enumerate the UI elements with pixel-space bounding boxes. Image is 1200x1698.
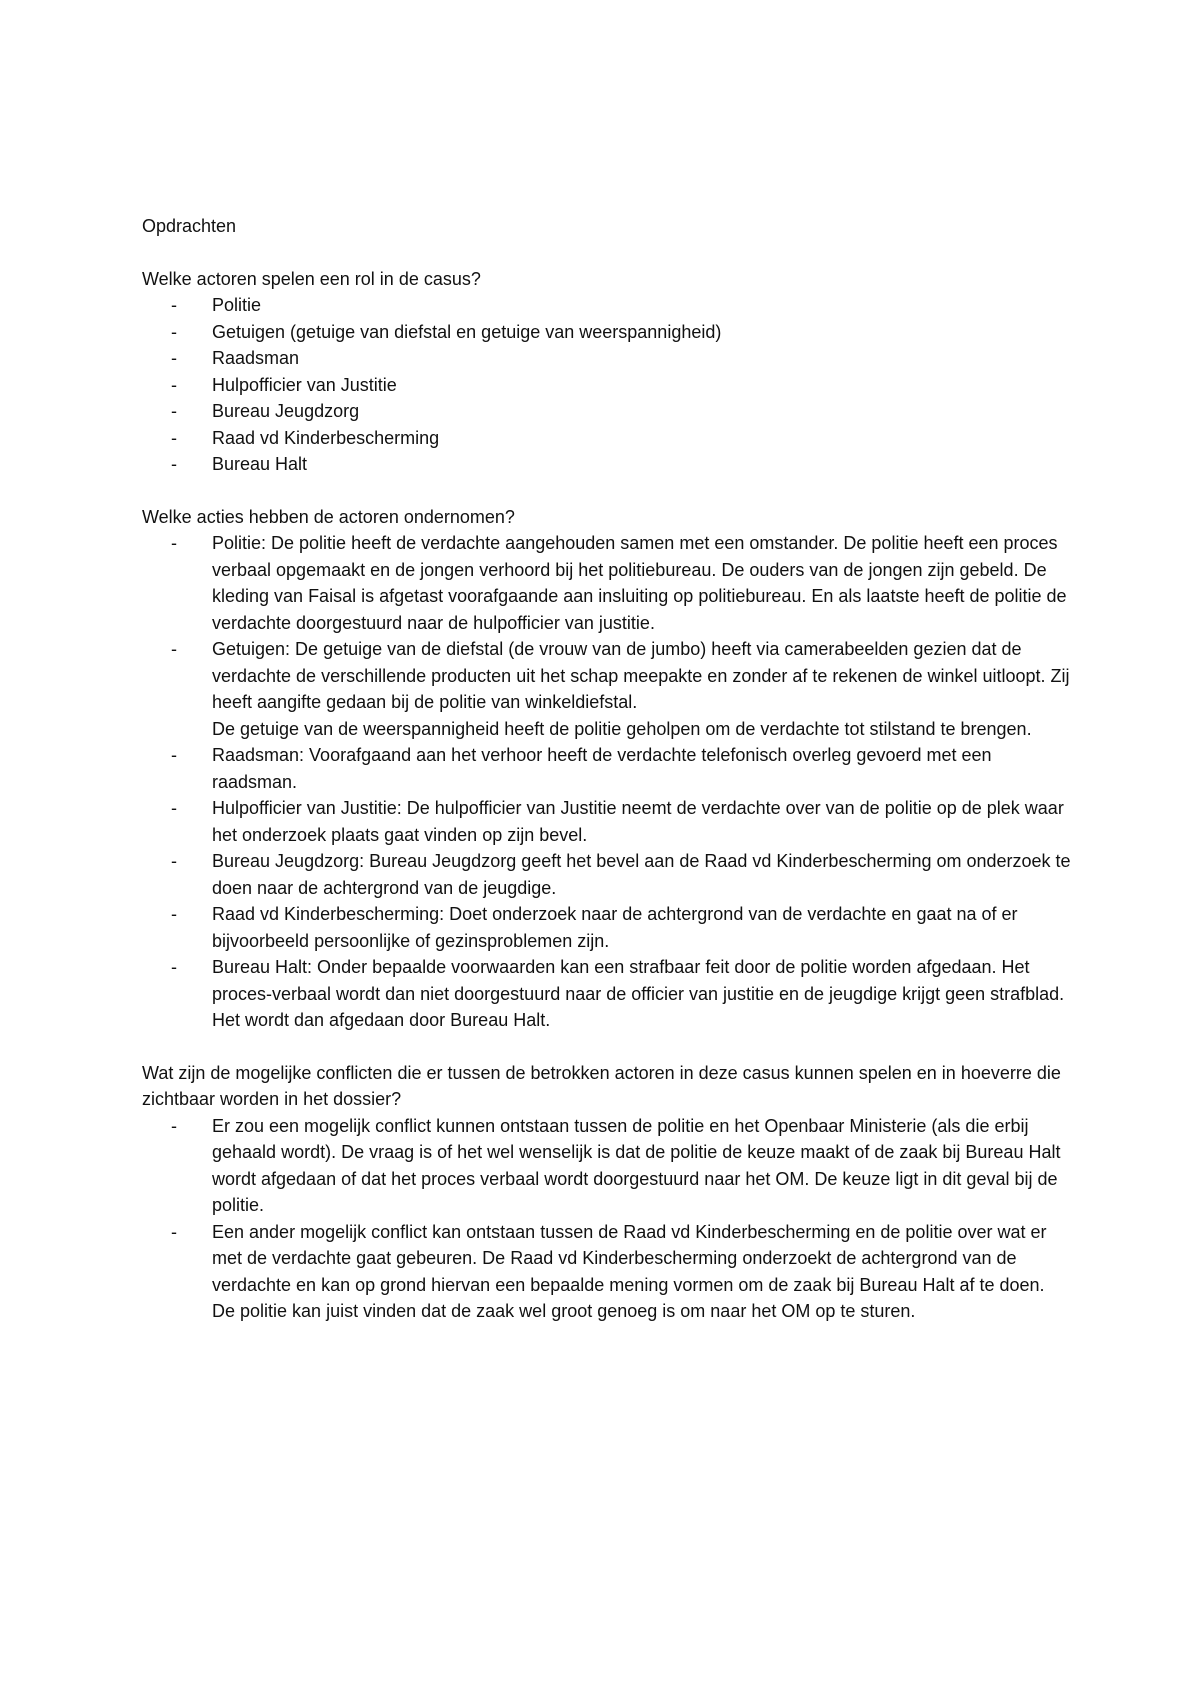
document-title: Opdrachten — [142, 216, 237, 236]
list-item: - Bureau Halt: Onder bepaalde voorwaarden kan een strafbaar feit door de politie worden afgedaan. Het proces-verbaal wordt dan niet doorgestuurd naar de officier van justitie en de jeugdige krijgt geen strafblad. Het wordt dan afgedaan door Bureau Halt. — [212, 954, 1072, 1034]
list-item: - Politie: De politie heeft de verdachte aangehouden samen met een omstander. De politie heeft een proces verbaal opgemaakt en de jongen verhoord bij het politiebureau. De ouders van de jongen zijn gebeld. De kleding van Faisal is afgetast voorafgaande aan insluiting op politiebureau. En als laatste heeft de politie de verdachte doorgestuurd naar de hulpofficier van justitie. — [212, 530, 1072, 636]
section-actors — [142, 266, 1072, 478]
question-actors: Welke actoren spelen een rol in de casus? — [142, 268, 481, 289]
list-item: - Hulpofficier van Justitie: De hulpofficier van Justitie neemt de verdachte over van de politie op de plek waar het onderzoek plaats gaat vinden op zijn bevel. — [212, 795, 1072, 848]
list-item-text: Getuigen: De getuige van de diefstal (de vrouw van de jumbo) heeft via camerabeelden gezien dat de verdachte de verschillende producten uit het schap meepakte en zonder af te rekenen de winkel uitloopt. Zij heeft aangifte gedaan bij de politie van winkeldiefstal. — [212, 639, 1070, 712]
list-item: - Raad vd Kinderbescherming — [212, 425, 1072, 452]
list-item: - Bureau Jeugdzorg: Bureau Jeugdzorg geeft het bevel aan de Raad vd Kinderbescherming om onderzoek te doen naar de achtergrond van de jeugdige. — [212, 848, 1072, 901]
list-item: - Bureau Halt — [212, 451, 1072, 478]
conflicts-list — [142, 1113, 1072, 1325]
list-item-continuation: De getuige van de weerspannigheid heeft de politie geholpen om de verdachte tot stilstand te brengen. — [212, 718, 1032, 739]
actors-list — [142, 292, 1072, 478]
list-item: - Er zou een mogelijk conflict kunnen ontstaan tussen de politie en het Openbaar Ministerie (als die erbij gehaald wordt). De vraag is of het wel wenselijk is dat de politie de keuze maakt of de zaak bij Bureau Halt wordt afgedaan of dat het proces verbaal wordt doorgestuurd naar het OM. De keuze ligt in dit geval bij de politie. — [212, 1113, 1072, 1219]
list-item: - Raadsman — [212, 345, 1072, 372]
list-item: - Een ander mogelijk conflict kan ontstaan tussen de Raad vd Kinderbescherming en de politie over wat er met de verdachte gaat gebeuren. De Raad vd Kinderbescherming onderzoekt de achtergrond van de verdachte en kan op grond hiervan een bepaalde mening vormen om de zaak bij Bureau Halt af te doen. De politie kan juist vinden dat de zaak wel groot genoeg is om naar het OM op te sturen. — [212, 1219, 1072, 1325]
list-item: - Raad vd Kinderbescherming: Doet onderzoek naar de achtergrond van de verdachte en gaat na of er bijvoorbeeld persoonlijke of gezinsproblemen zijn. — [212, 901, 1072, 954]
list-item: - Hulpofficier van Justitie — [212, 372, 1072, 399]
section-actions — [142, 504, 1072, 1034]
list-item: - Bureau Jeugdzorg — [212, 398, 1072, 425]
actions-list — [142, 530, 1072, 1034]
list-item: - Raadsman: Voorafgaand aan het verhoor heeft de verdachte telefonisch overleg gevoerd met een raadsman. — [212, 742, 1072, 795]
section-conflicts — [142, 1060, 1072, 1325]
list-item: - Politie — [212, 292, 1072, 319]
question-actions: Welke acties hebben de actoren ondernomen? — [142, 506, 515, 527]
list-item — [212, 636, 1072, 742]
question-conflicts: Wat zijn de mogelijke conflicten die er tussen de betrokken actoren in deze casus kunnen spelen en in hoeverre die zichtbaar worden in het dossier? — [142, 1062, 1061, 1109]
document-page — [142, 213, 1072, 1351]
list-item: - Getuigen (getuige van diefstal en getuige van weerspannigheid) — [212, 319, 1072, 346]
